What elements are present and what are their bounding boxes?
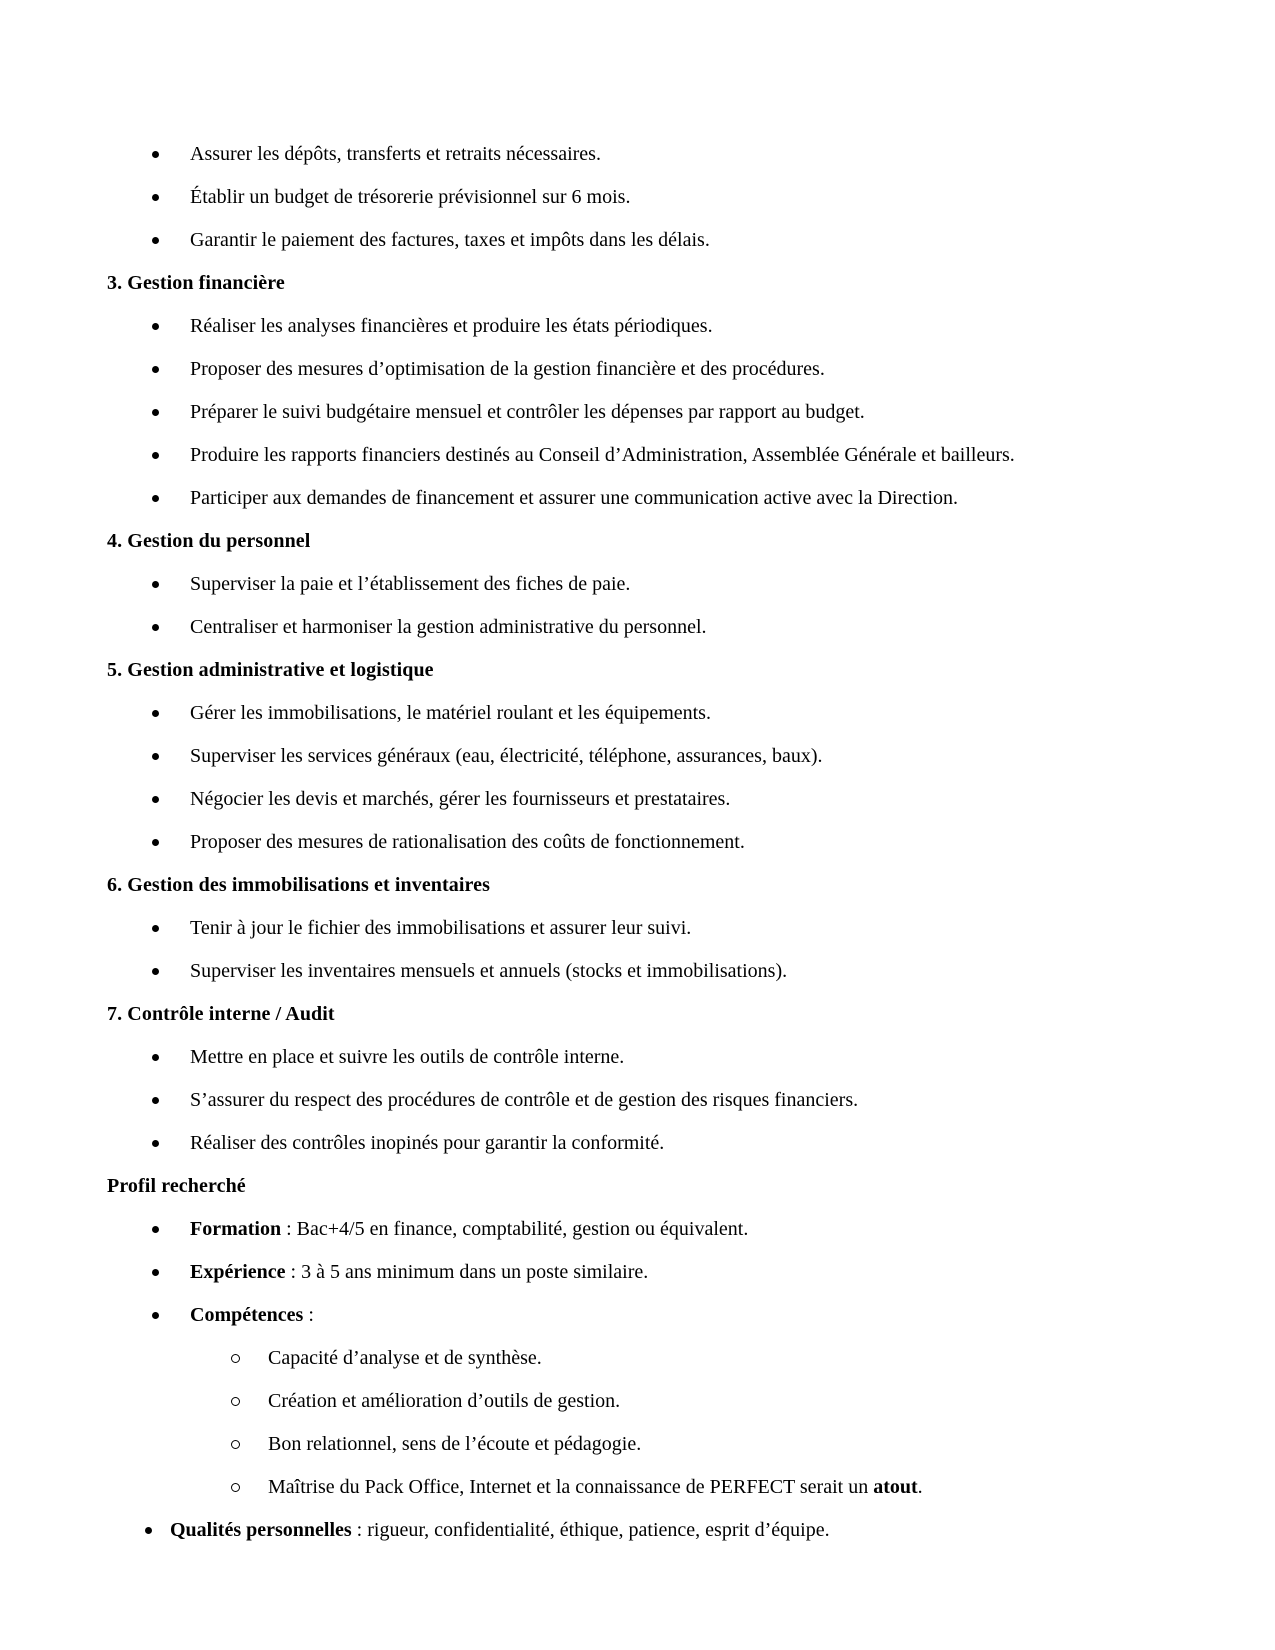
section-heading xyxy=(107,1173,1215,1200)
bullet-icon xyxy=(152,839,159,846)
text-run: Garantir le paiement des factures, taxes et impôts dans les délais. xyxy=(190,229,710,251)
list-item xyxy=(107,1302,1215,1329)
text-run: Produire les rapports financiers destinés au Conseil d’Administration, Assemblée Générale et bailleurs. xyxy=(190,444,1015,466)
text-run: Tenir à jour le fichier des immobilisations et assurer leur suivi. xyxy=(190,917,692,939)
text-run: Mettre en place et suivre les outils de contrôle interne. xyxy=(190,1046,625,1068)
list-item xyxy=(107,915,1215,942)
text-run: 5. Gestion administrative et logistique xyxy=(107,659,434,681)
bullet-icon xyxy=(152,1226,159,1233)
bullet-icon xyxy=(152,495,159,502)
list-item xyxy=(107,1130,1215,1157)
bullet-icon xyxy=(152,366,159,373)
sub-list-item xyxy=(107,1388,1215,1415)
bullet-icon xyxy=(152,194,159,201)
circle-bullet-icon xyxy=(231,1354,240,1363)
list-item xyxy=(107,614,1215,641)
text-run: Compétences xyxy=(190,1304,304,1326)
list-item xyxy=(107,1044,1215,1071)
text-run: Qualités personnelles xyxy=(170,1519,352,1541)
text-run: 7. Contrôle interne / Audit xyxy=(107,1003,335,1025)
list-item xyxy=(107,1517,1215,1544)
text-run: Assurer les dépôts, transferts et retraits nécessaires. xyxy=(190,143,601,165)
text-run: Profil recherché xyxy=(107,1175,246,1197)
text-run: Participer aux demandes de financement et assurer une communication active avec la Direction. xyxy=(190,487,959,509)
text-run: : xyxy=(303,1304,314,1326)
section-heading xyxy=(107,1001,1215,1028)
sub-list-item xyxy=(107,1345,1215,1372)
section-heading xyxy=(107,270,1215,297)
list-item xyxy=(107,485,1215,512)
circle-bullet-icon xyxy=(231,1440,240,1449)
bullet-icon xyxy=(145,1527,152,1534)
text-run: . xyxy=(917,1476,923,1498)
bullet-icon xyxy=(152,796,159,803)
bullet-icon xyxy=(152,409,159,416)
list-item xyxy=(107,227,1215,254)
text-run: Formation xyxy=(190,1218,282,1240)
bullet-icon xyxy=(152,1269,159,1276)
list-item xyxy=(107,356,1215,383)
text-run: 3. Gestion financière xyxy=(107,272,285,294)
list-item xyxy=(107,313,1215,340)
sub-list-item xyxy=(107,1474,1215,1501)
list-item xyxy=(107,141,1215,168)
list-item xyxy=(107,743,1215,770)
list-item xyxy=(107,442,1215,469)
text-run: atout xyxy=(873,1476,918,1498)
list-item xyxy=(107,1087,1215,1114)
bullet-icon xyxy=(152,581,159,588)
text-run: Capacité d’analyse et de synthèse. xyxy=(268,1347,542,1369)
circle-bullet-icon xyxy=(231,1397,240,1406)
section-heading xyxy=(107,657,1215,684)
text-run: Expérience xyxy=(190,1261,286,1283)
text-run: Maîtrise du Pack Office, Internet et la connaissance de PERFECT serait un xyxy=(268,1476,874,1498)
text-run: : 3 à 5 ans minimum dans un poste similaire. xyxy=(285,1261,649,1283)
sub-list-item xyxy=(107,1431,1215,1458)
text-run: Gérer les immobilisations, le matériel roulant et les équipements. xyxy=(190,702,711,724)
list-item xyxy=(107,1259,1215,1286)
text-run: Préparer le suivi budgétaire mensuel et contrôler les dépenses par rapport au budget. xyxy=(190,401,865,423)
text-run: 4. Gestion du personnel xyxy=(107,530,311,552)
text-run: Établir un budget de trésorerie prévisionnel sur 6 mois. xyxy=(190,186,631,208)
text-run: Réaliser les analyses financières et produire les états périodiques. xyxy=(190,315,713,337)
text-run: S’assurer du respect des procédures de contrôle et de gestion des risques financiers. xyxy=(190,1089,859,1111)
bullet-icon xyxy=(152,1097,159,1104)
bullet-icon xyxy=(152,624,159,631)
list-item xyxy=(107,399,1215,426)
list-item xyxy=(107,829,1215,856)
bullet-icon xyxy=(152,452,159,459)
text-run: Réaliser des contrôles inopinés pour garantir la conformité. xyxy=(190,1132,665,1154)
circle-bullet-icon xyxy=(231,1483,240,1492)
bullet-icon xyxy=(152,151,159,158)
text-run: Superviser la paie et l’établissement des fiches de paie. xyxy=(190,573,631,595)
text-run: Superviser les inventaires mensuels et annuels (stocks et immobilisations). xyxy=(190,960,788,982)
list-item xyxy=(107,958,1215,985)
bullet-icon xyxy=(152,1054,159,1061)
text-run: : rigueur, confidentialité, éthique, patience, esprit d’équipe. xyxy=(351,1519,830,1541)
text-run: 6. Gestion des immobilisations et inventaires xyxy=(107,874,491,896)
bullet-icon xyxy=(152,925,159,932)
bullet-icon xyxy=(152,710,159,717)
bullet-icon xyxy=(152,968,159,975)
bullet-icon xyxy=(152,753,159,760)
text-run: Proposer des mesures de rationalisation des coûts de fonctionnement. xyxy=(190,831,745,853)
bullet-icon xyxy=(152,1312,159,1319)
list-item xyxy=(107,700,1215,727)
text-run: Superviser les services généraux (eau, électricité, téléphone, assurances, baux). xyxy=(190,745,823,767)
bullet-icon xyxy=(152,237,159,244)
section-heading xyxy=(107,872,1215,899)
bullet-icon xyxy=(152,323,159,330)
text-run: Centraliser et harmoniser la gestion administrative du personnel. xyxy=(190,616,707,638)
text-run: : Bac+4/5 en finance, comptabilité, gestion ou équivalent. xyxy=(281,1218,749,1240)
list-item xyxy=(107,1216,1215,1243)
bullet-icon xyxy=(152,1140,159,1147)
section-heading xyxy=(107,528,1215,555)
list-item xyxy=(107,571,1215,598)
text-run: Bon relationnel, sens de l’écoute et pédagogie. xyxy=(268,1433,642,1455)
list-item xyxy=(107,786,1215,813)
text-run: Proposer des mesures d’optimisation de la gestion financière et des procédures. xyxy=(190,358,825,380)
list-item xyxy=(107,184,1215,211)
text-run: Création et amélioration d’outils de gestion. xyxy=(268,1390,621,1412)
text-run: Négocier les devis et marchés, gérer les fournisseurs et prestataires. xyxy=(190,788,731,810)
